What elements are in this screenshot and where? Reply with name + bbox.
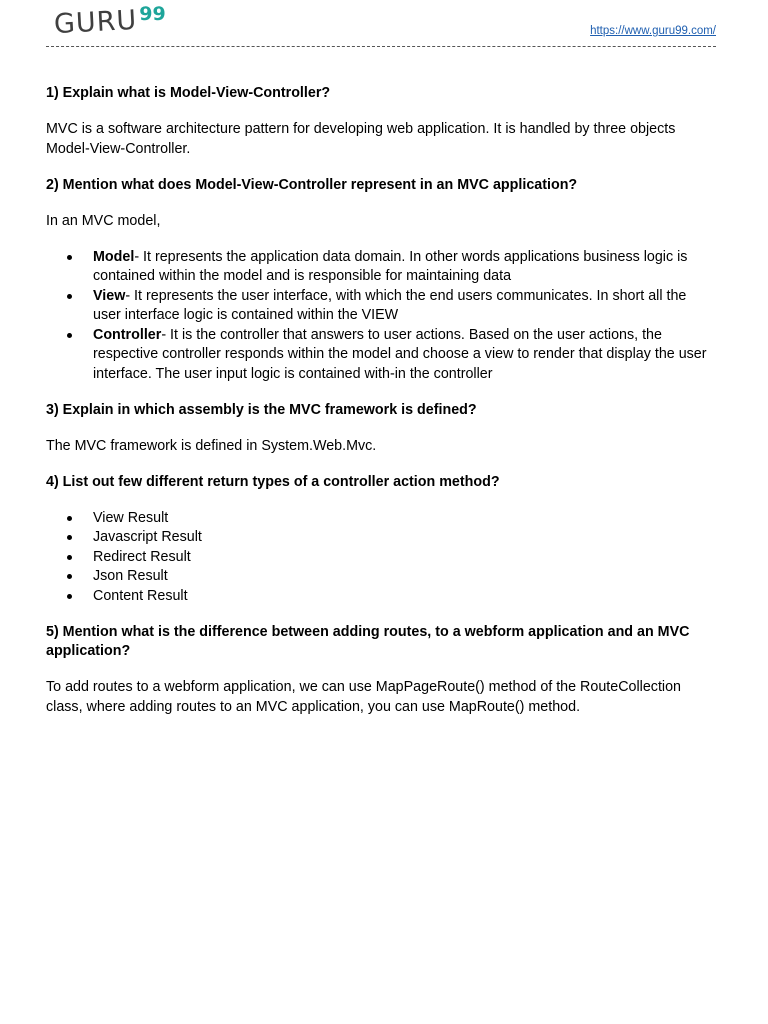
question-3: 3) Explain in which assembly is the MVC framework is defined? [46, 401, 477, 418]
list-item-term: Model [93, 248, 135, 265]
list-item [93, 548, 716, 568]
list-item-text: - It represents the application data domain. In other words applications business logic is contained within the model and is responsible for maintaining data [93, 248, 688, 284]
bullet-icon [67, 333, 72, 338]
bullet-icon [67, 574, 72, 579]
bullet-icon [67, 535, 72, 540]
answer-3: The MVC framework is defined in System.Web.Mvc. [46, 437, 377, 454]
list-item [93, 509, 716, 529]
header-divider [46, 46, 716, 47]
list-item [93, 528, 716, 548]
mvc-components-list [46, 248, 716, 385]
list-item-text: - It represents the user interface, with which the end users communicates. In short all the user interface logic is contained within the VIEW [93, 287, 687, 323]
bullet-icon [67, 555, 72, 560]
list-item-term: View [93, 287, 126, 304]
list-item-text: - It is the controller that answers to user actions. Based on the user actions, the respective controller responds within the model and choose a view to render that display the user interface. The user input logic is contained with-in the controller [93, 326, 707, 382]
question-5: 5) Mention what is the difference between adding routes, to a webform application and an MVC application? [46, 623, 690, 659]
bullet-icon [67, 294, 72, 299]
list-item [93, 587, 716, 607]
bullet-icon [67, 255, 72, 260]
question-4: 4) List out few different return types of a controller action method? [46, 473, 500, 490]
page-header [46, 2, 716, 50]
logo-number: 99 [139, 3, 166, 25]
answer-1: MVC is a software architecture pattern for developing web application. It is handled by three objects Model-View-Controller. [46, 121, 676, 157]
list-item-text: View Result [93, 509, 169, 526]
bullet-icon [67, 594, 72, 599]
logo-text: GURU [53, 4, 138, 41]
question-1: 1) Explain what is Model-View-Controller? [46, 85, 331, 101]
list-item-text: Content Result [93, 587, 188, 604]
answer-5: To add routes to a webform application, we can use MapPageRoute() method of the RouteCollection class, where adding routes to an MVC application, you can use MapRoute() method. [46, 679, 681, 715]
list-item [93, 567, 716, 587]
list-item [93, 248, 716, 287]
list-item-text: Javascript Result [93, 529, 202, 545]
list-item-text: Redirect Result [93, 548, 191, 565]
list-item-text: Json Result [93, 568, 168, 584]
question-2: 2) Mention what does Model-View-Controller represent in an MVC application? [46, 176, 578, 193]
list-item [93, 287, 716, 326]
bullet-icon [67, 516, 72, 521]
list-item [93, 326, 716, 385]
site-url-link[interactable]: https://www.guru99.com/ [590, 25, 716, 37]
guru99-logo [53, 3, 166, 42]
list-item-term: Controller [93, 326, 162, 343]
answer-2-intro: In an MVC model, [46, 212, 161, 229]
return-types-list [46, 509, 716, 607]
document-body [46, 84, 716, 734]
